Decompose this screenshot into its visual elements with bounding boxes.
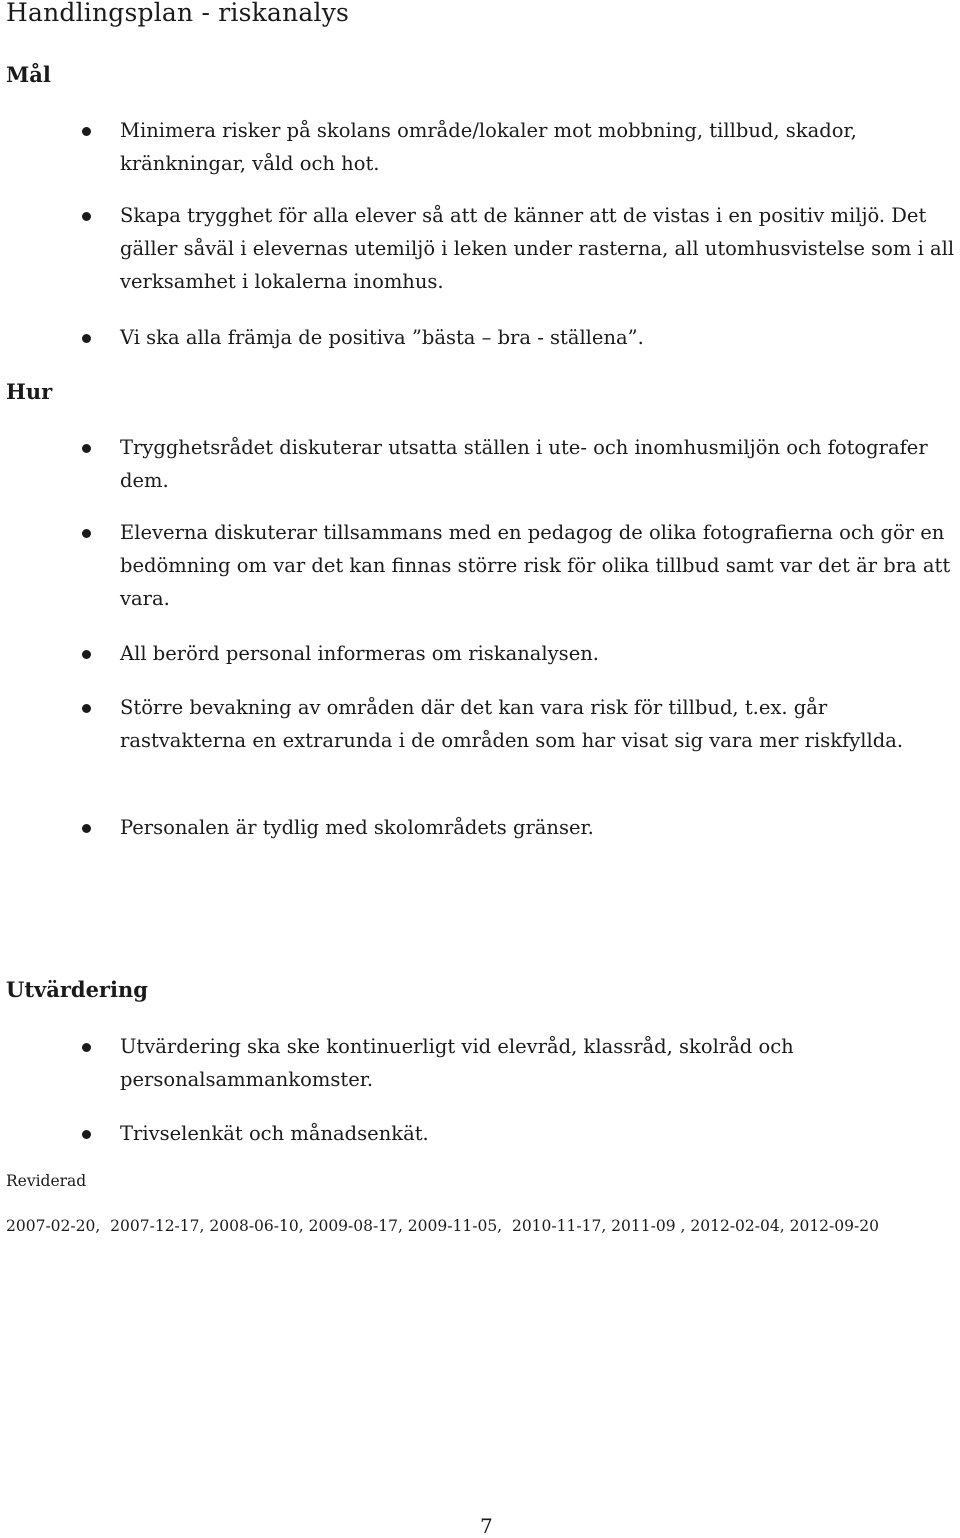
bullet-icon: [82, 529, 91, 538]
revised-label: Reviderad: [6, 1172, 87, 1190]
list-item: Personalen är tydlig med skolområdets gränser.: [120, 816, 594, 839]
list-item: Trivselenkät och månadsenkät.: [120, 1122, 429, 1145]
bullet-icon: [82, 704, 91, 713]
bullet-icon: [82, 1043, 91, 1052]
bullet-icon: [82, 824, 91, 833]
bullet-icon: [82, 127, 91, 136]
bullet-icon: [82, 334, 91, 343]
list-item: Utvärdering ska ske kontinuerligt vid elevråd, klassråd, skolråd och personalsammankomster.: [120, 1035, 794, 1091]
section-heading-mal: Mål: [6, 62, 51, 87]
section-heading-utvardering: Utvärdering: [6, 977, 148, 1002]
document-title: Handlingsplan - riskanalys: [6, 0, 350, 27]
list-item: Större bevakning av områden där det kan vara risk för tillbud, t.ex. går rastvakterna en extrarunda i de områden som har visat sig vara mer riskfyllda.: [120, 696, 904, 752]
list-item: Eleverna diskuterar tillsammans med en pedagog de olika fotografierna och gör en bedömning om var det kan finnas större risk för olika tillbud samt var det är bra att vara.: [120, 521, 951, 610]
bullet-icon: [82, 212, 91, 221]
revision-dates: 2007-02-20, 2007-12-17, 2008-06-10, 2009-08-17, 2009-11-05, 2010-11-17, 2011-09 , 2012-02-04, 2012-09-20: [6, 1217, 879, 1235]
list-item: Minimera risker på skolans område/lokaler mot mobbning, tillbud, skador, kränkningar, våld och hot.: [120, 119, 857, 175]
list-item: Vi ska alla främja de positiva ”bästa – bra - ställena”.: [120, 326, 644, 349]
list-item: Trygghetsrådet diskuterar utsatta ställen i ute- och inomhusmiljön och fotografer dem.: [120, 436, 928, 492]
bullet-icon: [82, 444, 91, 453]
list-item: All berörd personal informeras om riskanalysen.: [120, 642, 599, 665]
section-heading-hur: Hur: [6, 379, 53, 404]
bullet-icon: [82, 1130, 91, 1139]
page-number: 7: [480, 1514, 493, 1538]
bullet-icon: [82, 650, 91, 659]
list-item: Skapa trygghet för alla elever så att de känner att de vistas i en positiv miljö. Det gäller såväl i elevernas utemiljö i leken under rasterna, all utomhusvistelse som i all verksamhet i lokalerna inomhus.: [120, 204, 955, 293]
